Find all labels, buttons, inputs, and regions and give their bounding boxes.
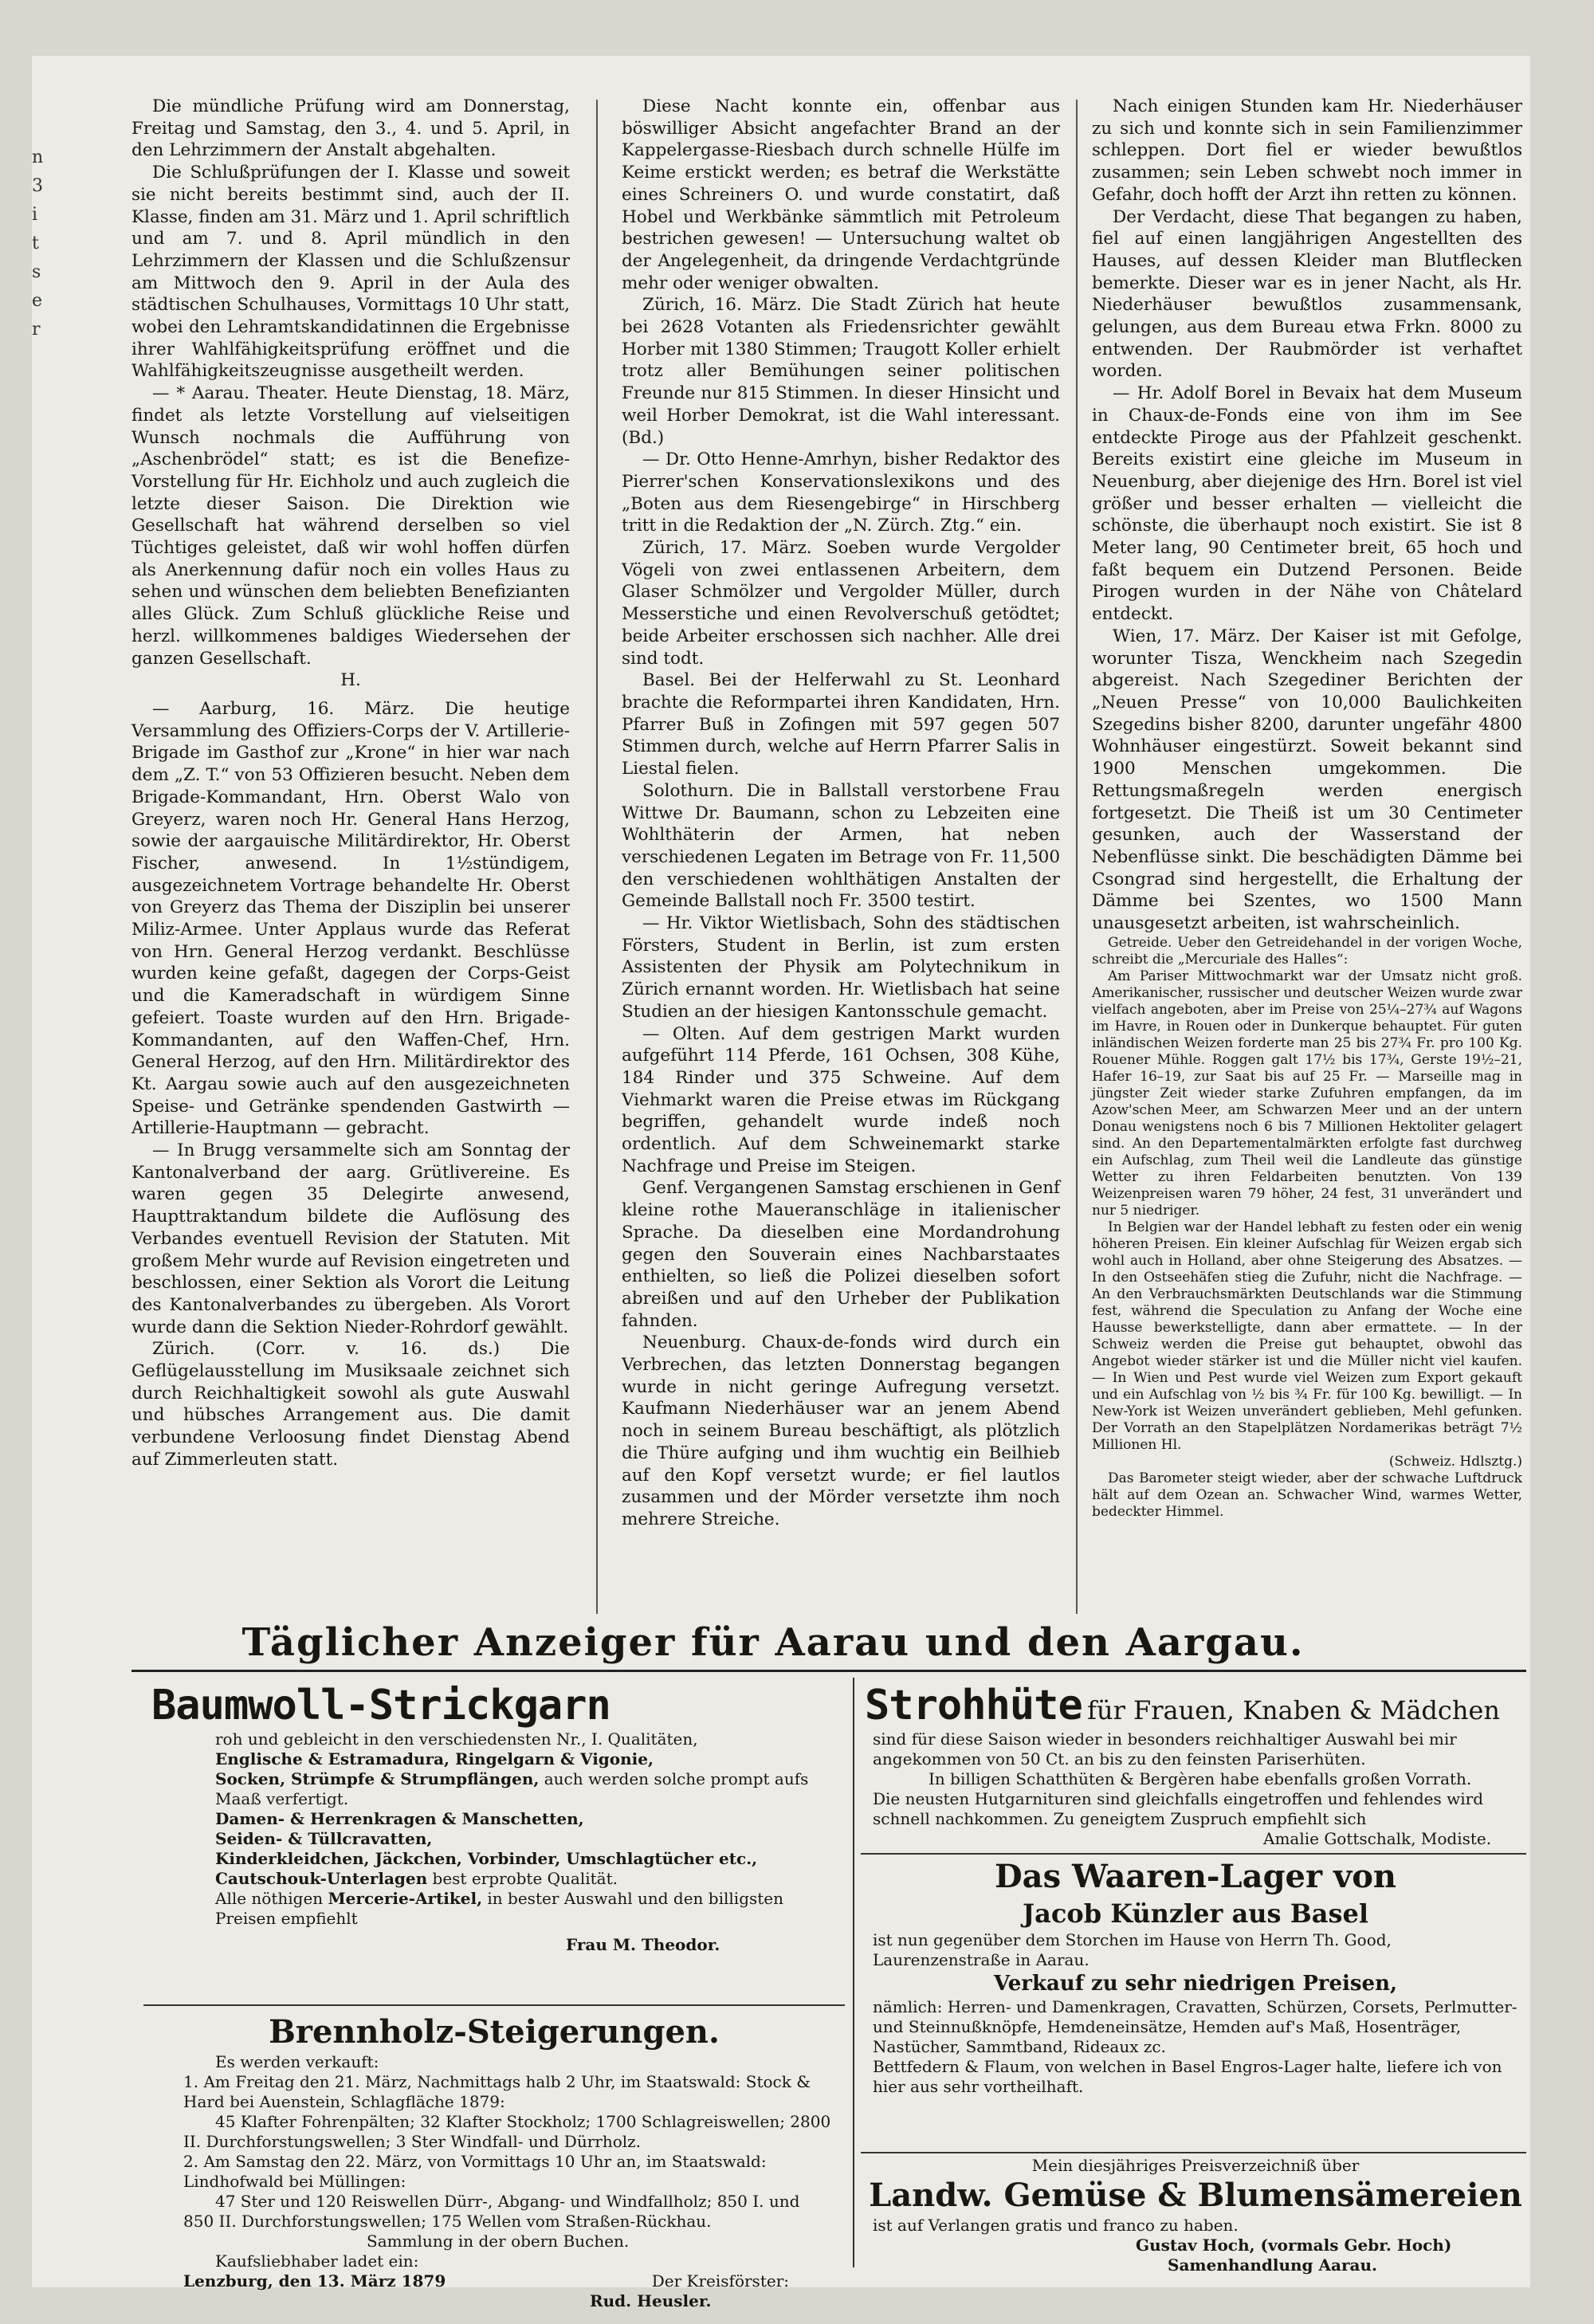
ad-title: Das Waaren-Lager von [994,1858,1396,1895]
ad-subtitle: Jacob Künzler aus Basel [1022,1898,1368,1929]
ad-line: 45 Klafter Fohrenpälten; 32 Klafter Stockholz; 1700 Schlagreiswellen; 2800 [215,2112,831,2131]
article-paragraph: Nach einigen Stunden kam Hr. Niederhäuser zu sich und konnte sich in sein Familienzimmer schleppen. Dort fiel er wieder bewußtlos zusammen; sein Leben schwebt noch immer in Gefahr, doch hofft der Arzt ihn retten zu können. [1092,96,1522,205]
article-paragraph: — Hr. Adolf Borel in Bevaix hat dem Museum in Chaux-de-Fonds eine von ihm im See entdeckte Piroge aus der Pfahlzeit geschenkt. Bereits existirt eine gleiche im Museum in Neuenburg, aber diejenige des Hrn. Borel ist viel größer und besser erhalten — vielleicht die schönste, die überhaupt noch existirt. Sie ist 8 Meter lang, 90 Centimeter breit, 65 hoch und faßt bequem ein Dutzend Personen. Beide Pirogen wurden in der Nähe von Châtelard entdeckt. [1092,383,1522,625]
article-column-3 [1092,96,1522,1521]
ad-line: Socken, Strümpfe & Strumpflängen, [215,1769,540,1788]
weather-note: Das Barometer steigt wieder, aber der schwache Luftdruck hält auf dem Ozean an. Schwacher Wind, warmes Wetter, bedeckter Himmel. [1092,1470,1522,1520]
newspaper-page [32,56,1530,2310]
ad-line: nämlich: Herren- und Damenkragen, Cravatten, Schürzen, Corsets, Perlmutter- und Steinnußknöpfe, Hemdeneinsätze, Hemden auf's Maß, Hosenträger, Nastücher, Sammtband, Rideaux zc. [873,1997,1517,2056]
article-paragraph: Genf. Vergangenen Samstag erschienen in Genf kleine rothe Maueranschläge in italienischer Sprache. Da dieselben eine Mordandrohung gegen den Souverain eines Nachbarstaates enthielten, so ließ die Polizei dieselben sofort abreißen und auf den Urheber der Publikation fahnden. [622,1178,1060,1331]
ad-line: Kinderkleidchen, Jäckchen, Vorbinder, Umschlagtücher etc., Cautschouk-Unterlagen [215,1849,758,1888]
grain-report-source: (Schweiz. Hdlsztg.) [1388,1453,1522,1470]
article-paragraph: Zürich, 17. März. Soeben wurde Vergolder Vögeli von zwei entlassenen Arbeitern, dem Glaser Schmölzer und Vergolder Müller, durch Messerstiche und einen Revolverschuß getödtet; beide Arbeiter erschossen sich nachher. Alle drei sind todt. [622,538,1060,669]
ad-signature: Samenhandlung Aarau. [1168,2255,1377,2275]
ad-line: Damen- & Herrenkragen & Manschetten, [215,1809,584,1828]
article-paragraph: Wien, 17. März. Der Kaiser ist mit Gefolge, worunter Tisza, Wenckheim nach Szegedin abgereist. Nach Szegediner Berichten der „Neuen Presse“ von 10,000 Baulichkeiten Szegedins bisher 8200, darunter ungefähr 4800 Wohnhäuser eingestürzt. Soweit bekannt sind 1900 Menschen umgekommen. Die Rettungsmaßregeln werden energisch fortgesetzt. Die Theiß ist um 30 Centimeter gesunken, auch der Wasserstand der Nebenflüsse sinkt. Die beschädigten Dämme bei Csongrad sind hergestellt, die Erhaltung der Dämme bei Szentes, wo 1500 Mann unausgesetzt arbeiten, ist wahrscheinlich. [1092,626,1522,934]
ad-line: Bettfedern & Flaum, von welchen in Basel Engros-Lager halte, liefere ich von hier aus sehr vortheilhaft. [873,2057,1502,2096]
ad-brennholz [143,2012,845,2311]
ad-line: Die neusten Hutgarnituren sind gleichfalls eingetroffen und fehlendes wird schnell nachkommen. Zu geneigtem Zuspruch empfiehlt sich [873,1789,1483,1828]
article-paragraph: — Aarburg, 16. März. Die heutige Versammlung des Offiziers-Corps der V. Artillerie-Brigade im Gasthof zur „Krone“ in hier war nach dem „Z. T.“ von 53 Offizieren besucht. Neben dem Brigade-Kommandant, Hrn. Oberst Walo von Greyerz, waren noch Hr. General Hans Herzog, sowie der aargauische Militärdirektor, Hr. Oberst Fischer, anwesend. In 1½stündigem, ausgezeichnetem Vortrage behandelte Hr. Oberst von Greyerz das Thema der Disziplin bei unserer Miliz-Armee. Unter Applaus wurde das Referat von Hrn. General Herzog verdankt. Beschlüsse wurden keine gefaßt, dagegen der Corps-Geist und die Kameradschaft in würdigem Sinne gefeiert. Toaste wurden auf den Hrn. Brigade-Kommandanten, auf den Waffen-Chef, Hrn. General Herzog, auf den Hrn. Militärdirektor des Kt. Aargau sowie auch auf den ausgezeichneten Speise- und Getränke spendenden Gastwirth — Artillerie-Hauptmann — gebracht. [132,698,570,1139]
ad-signature: Amalie Gottschalk, Modiste. [1263,1829,1492,1848]
article-signature: H. [340,670,361,691]
ad-line: 1. Am Freitag den 21. März, Nachmittags halb 2 Uhr, im Staatswald: Stock & Hard bei Auenstein, Schlagfläche 1879: [183,2072,811,2111]
ad-place-date: Lenzburg, den 13. März 1879 [183,2271,446,2291]
grain-report-heading: Getreide. Ueber den Getreidehandel in der vorigen Woche, schreibt die „Mercuriale des Halles“: [1092,934,1522,968]
ad-line: Alle nöthigen [215,1889,324,1908]
ad-line: ist nun gegenüber dem Storchen im Hause von Herrn Th. Good, Laurenzenstraße in Aarau. [873,1930,1392,1969]
ad-line: auch werden solche prompt aufs Maaß verfertigt. [215,1769,809,1808]
ad-line: Es werden verkauft: [215,2052,379,2071]
grain-report [1092,935,1522,1521]
edge-char: 3 [32,176,43,196]
article-column-1 [132,96,570,1471]
ad-line: Sammlung in der obern Buchen. [367,2232,630,2251]
article-paragraph: Diese Nacht konnte ein, offenbar aus böswilliger Absicht angefachter Brand an der Kappelergasse-Riesbach durch schnelle Hülfe im Keime erstickt werden; es betraf die Werkstätte eines Schreiners O. und wurde constatirt, daß Hobel und Werkbänke sämmtlich mit Petroleum bestrichen gewesen! — Untersuchung waltet ob der Angelegenheit, da dringende Verdachtgründe mehr oder weniger obwalten. [622,96,1060,293]
ad-line: Kaufsliebhaber ladet ein: [215,2251,419,2271]
ad-subtitle: für Frauen, Knaben & Mädchen [1087,1695,1500,1725]
page-edge-fragment [32,143,46,344]
ad-title: Brennholz-Steigerungen. [269,2013,720,2051]
edge-char: n [32,147,44,167]
ad-divider [143,2004,845,2006]
edge-char: r [32,320,41,340]
article-column-2 [622,96,1060,1531]
ad-line: II. Durchforstungswellen; 3 Ster Windfall- und Dürrholz. [183,2132,642,2151]
ad-line: Mein diesjähriges Preisverzeichniß über [1031,2156,1360,2175]
ad-line: roh und gebleicht in den verschiedensten Nr., I. Qualitäten, [215,1729,698,1749]
column-rule [596,100,598,1614]
ad-signature: Frau M. Theodor. [566,1935,720,1954]
article-paragraph: Die mündliche Prüfung wird am Donnerstag, Freitag und Samstag, den 3., 4. und 5. April, in den Lehrzimmern der Anstalt abgehalten. [132,96,570,161]
article-paragraph: Die Schlußprüfungen der I. Klasse und soweit sie nicht bereits bestimmt sind, auch der II. Klasse, finden am 31. März und 1. April schriftlich und am 7. und 8. April mündlich in den Lehrzimmern der Klassen und die Schlußzensur am Mittwoch den 9. April in der Aula des städtischen Schulhauses, Vormittags 10 Uhr statt, wobei den Lehramtskandidatinnen die Ergebnisse ihrer Wahlfähigkeitsprüfung eröffnet und die Wahlfähigkeitszeugnisse ausgetheilt werden. [132,163,571,382]
ad-line: Mercerie-Artikel, [328,1889,483,1908]
ad-title: Baumwoll-Strickgarn [151,1682,611,1729]
ad-line: Verkauf zu sehr niedrigen Preisen, [993,1972,1398,1996]
column-rule [1076,100,1078,1614]
edge-char: s [32,262,41,282]
ad-strickgarn [143,1682,845,1955]
ad-signature: Rud. Heusler. [590,2291,712,2310]
article-paragraph: Zürich, 16. März. Die Stadt Zürich hat heute bei 2628 Votanten als Friedensrichter gewählt Horber mit 1380 Stimmen; Traugott Koller erhielt trotz aller Bemühungen seiner politischen Freunde nur 815 Stimmen. In dieser Hinsicht und weil Horber Demokrat, ist die Wahl interessant. (Bd.) [622,295,1060,448]
ad-line: ist auf Verlangen gratis und franco zu haben. [873,2216,1239,2235]
article-paragraph: — Olten. Auf dem gestrigen Markt wurden aufgeführt 114 Pferde, 161 Ochsen, 308 Kühe, 184 Rinder und 375 Schweine. Auf dem Viehmarkt waren die Preise etwas im Rückgang begriffen, gehandelt wurde indeß noch ordentlich. Auf dem Schweinemarkt starke Nachfrage und Preise im Steigen. [622,1023,1060,1176]
ad-line: Englische & Estramadura, Ringelgarn & Vigonie, [215,1749,654,1769]
ad-title: Landw. Gemüse & Blumensämereien [869,2177,1522,2214]
article-paragraph: — * Aarau. Theater. Heute Dienstag, 18. März, findet als letzte Vorstellung auf vielseitigen Wunsch nochmals die Aufführung von „Aschenbrödel“ statt; es ist die Benefize-Vorstellung für Hr. Eichholz und auch zugleich die letzte dieser Saison. Die Direktion wie Gesellschaft hat während derselben so viel Tüchtiges geleistet, daß wir wohl hoffen dürfen als Anerkennung dafür noch ein volles Haus zu sehen und wünschen dem beliebten Benefizianten alles Glück. Zum Schluß glückliche Reise und herzl. willkommenes baldiges Wiedersehen der ganzen Gesellschaft. [132,383,570,669]
article-paragraph: — Dr. Otto Henne-Amrhyn, bisher Redaktor des Pierrer'schen Konservationslexikons und des „Boten aus dem Riesengebirge“ in Hirschberg tritt in die Redaktion der „N. Zürch. Ztg.“ ein. [622,449,1060,536]
ad-signature: Gustav Hoch, (vormals Gebr. Hoch) [1136,2236,1452,2255]
article-paragraph: Zürich. (Corr. v. 16. ds.) Die Geflügelausstellung im Musiksaale zeichnet sich durch Reichhaltigkeit sowohl als gute Auswahl und hübsches Arrangement aus. Die damit verbundene Verloosung findet Dienstag Abend auf Zimmerleuten statt. [132,1339,570,1470]
ad-divider [861,2152,1526,2153]
edge-char: t [32,234,39,253]
edge-char: i [32,205,38,225]
masthead-rule [132,1670,1526,1672]
ad-line: in bester Auswahl und den billigsten Preisen empfiehlt [215,1889,784,1928]
ad-waarenlager [865,1857,1526,2097]
advertiser-masthead: Täglicher Anzeiger für Aarau und den Aargau. [241,1620,1305,1665]
ad-divider [861,1853,1526,1855]
ad-strohhute [865,1682,1526,1849]
ad-title: Strohhüte [865,1682,1082,1729]
article-paragraph: Neuenburg. Chaux-de-fonds wird durch ein Verbrechen, das letzten Donnerstag begangen wurde in nicht geringe Aufregung versetzt. Kaufmann Niederhäuser war an jenem Abend noch in seinem Bureau beschäftigt, als plötzlich die Thüre aufging und ihm wuchtig ein Beilhieb auf den Kopf versetzt wurde; er fiel lautlos zusammen und der Mörder versetzte ihm noch mehrere Streiche. [622,1333,1060,1529]
ad-line: 2. Am Samstag den 22. März, von Vormittags 10 Uhr an, im Staatswald: Lindhofwald bei Müllingen: [183,2152,767,2191]
article-paragraph: — In Brugg versammelte sich am Sonntag der Kantonalverband der aarg. Grütlivereine. Es waren gegen 35 Delegirte anwesend, Haupttraktandum bildete die Auflösung des Verbandes eventuell Revision der Statuten. Mit großem Mehr wurde auf Revision eingetreten und beschlossen, einer Sektion als Vorort die Leitung des Kantonalverbandes zu übergeben. Als Vorort wurde dann die Sektion Nieder-Rohrdorf gewählt. [132,1140,570,1337]
ad-line: 850 II. Durchforstungswellen; 175 Wellen vom Straßen-Rückhau. [183,2212,712,2231]
article-paragraph: Solothurn. Die in Ballstall verstorbene Frau Wittwe Dr. Baumann, schon zu Lebzeiten eine Wohlthäterin der Armen, hat neben verschiedenen Legaten im Betrage von Fr. 11,500 den verschiedenen wohlthätigen Anstalten der Gemeinde Ballstall noch Fr. 3500 testirt. [622,780,1060,912]
ad-column-rule [853,1678,854,2267]
edge-char: e [32,291,43,311]
article-paragraph: Der Verdacht, diese That begangen zu haben, fiel auf einen langjährigen Angestellten des Hauses, auf dessen Kleider man Blutflecken bemerkte. Dieser war es in jener Nacht, als Hr. Niederhäuser bewußtlos zusammensank, gelungen, aus dem Bureau etwa Frkn. 8000 zu entwenden. Der Raubmörder ist verhaftet worden. [1092,206,1522,382]
ad-line: best erprobte Qualität. [432,1869,618,1888]
ad-line: sind für diese Saison wieder in besonders reichhaltiger Auswahl bei mir angekommen von 50 Ct. an bis zu den feinsten Pariserhüten. [873,1729,1457,1769]
ad-office: Der Kreisförster: [651,2271,789,2291]
article-paragraph: — Hr. Viktor Wietlisbach, Sohn des städtischen Försters, Student in Berlin, ist zum ersten Assistenten der Physik am Polytechnikum in Zürich ernannt worden. Hr. Wietlisbach hat seine Studien an der hiesigen Kantonsschule gemacht. [622,913,1060,1022]
grain-report-paragraph: Am Pariser Mittwochmarkt war der Umsatz nicht groß. Amerikanischer, russischer und deutscher Weizen wurde zwar vielfach angeboten, aber im Preise von 25¼–27¾ auf Wagons im Havre, in Rouen oder in Dunkerque behauptet. Für guten inländischen Weizen forderte man 25 bis 27¾ Fr. pro 100 Kg. Rouener Mühle. Roggen galt 17½ bis 17¾, Gerste 19½–21, Hafer 16–19, zur Saat bis auf 25 Fr. — Marseille mag in jüngster Zeit wieder starke Zufuhren empfangen, da im Azow'schen Meer, am Schwarzen Meer und an der untern Donau wenigstens noch 6 bis 7 Millionen Hektoliter gelagert sind. An den Departementalmärkten erfolgte fast durchweg ein Aufschlag, zum Theil weil die Landleute das günstige Wetter zu ihren Feldarbeiten benutzten. Von 139 Weizenpreisen waren 79 höher, 24 fest, 31 unverändert und nur 5 niedriger. [1092,968,1522,1219]
ad-line: Seiden- & Tüllcravatten, [215,1829,433,1848]
ad-line: 47 Ster und 120 Reiswellen Dürr-, Abgang- und Windfallholz; 850 I. und [215,2192,800,2211]
article-paragraph: Basel. Bei der Helferwahl zu St. Leonhard brachte die Reformpartei ihren Kandidaten, Hrn. Pfarrer Buß in Zofingen mit 597 gegen 507 Stimmen durch, welche auf Herrn Pfarrer Salis in Liestal fielen. [622,670,1060,779]
ad-samen [865,2156,1526,2275]
grain-report-paragraph: In Belgien war der Handel lebhaft zu festen oder ein wenig höheren Preisen. Ein kleiner Aufschlag für Weizen ergab sich wohl auch in Holland, aber ohne Steigerung des Absatzes. — In den Ostseehäfen stieg die Zufuhr, nicht die Nachfrage. — An den Verbrauchsmärkten Deutschlands war die Stimmung fest, während die Speculation zu Anfang der Woche eine Hausse bewerkstelligte, dann aber ermattete. — In der Schweiz werden die Preise gut behauptet, obwohl das Angebot wieder stärker ist und die Müller nicht viel kaufen. — In Wien und Pest wurde viel Weizen zum Export gekauft und ein Aufschlag von ½ bis ¾ Fr. für 100 Kg. bewilligt. — In New-York ist Weizen unverändert geblieben, Mehl gefunken. Der Vorrath an den Stapelplätzen Nordamerikas beträgt 7½ Millionen Hl. [1092,1219,1522,1453]
ad-line: In billigen Schatthüten & Bergèren habe ebenfalls großen Vorrath. [929,1769,1472,1788]
